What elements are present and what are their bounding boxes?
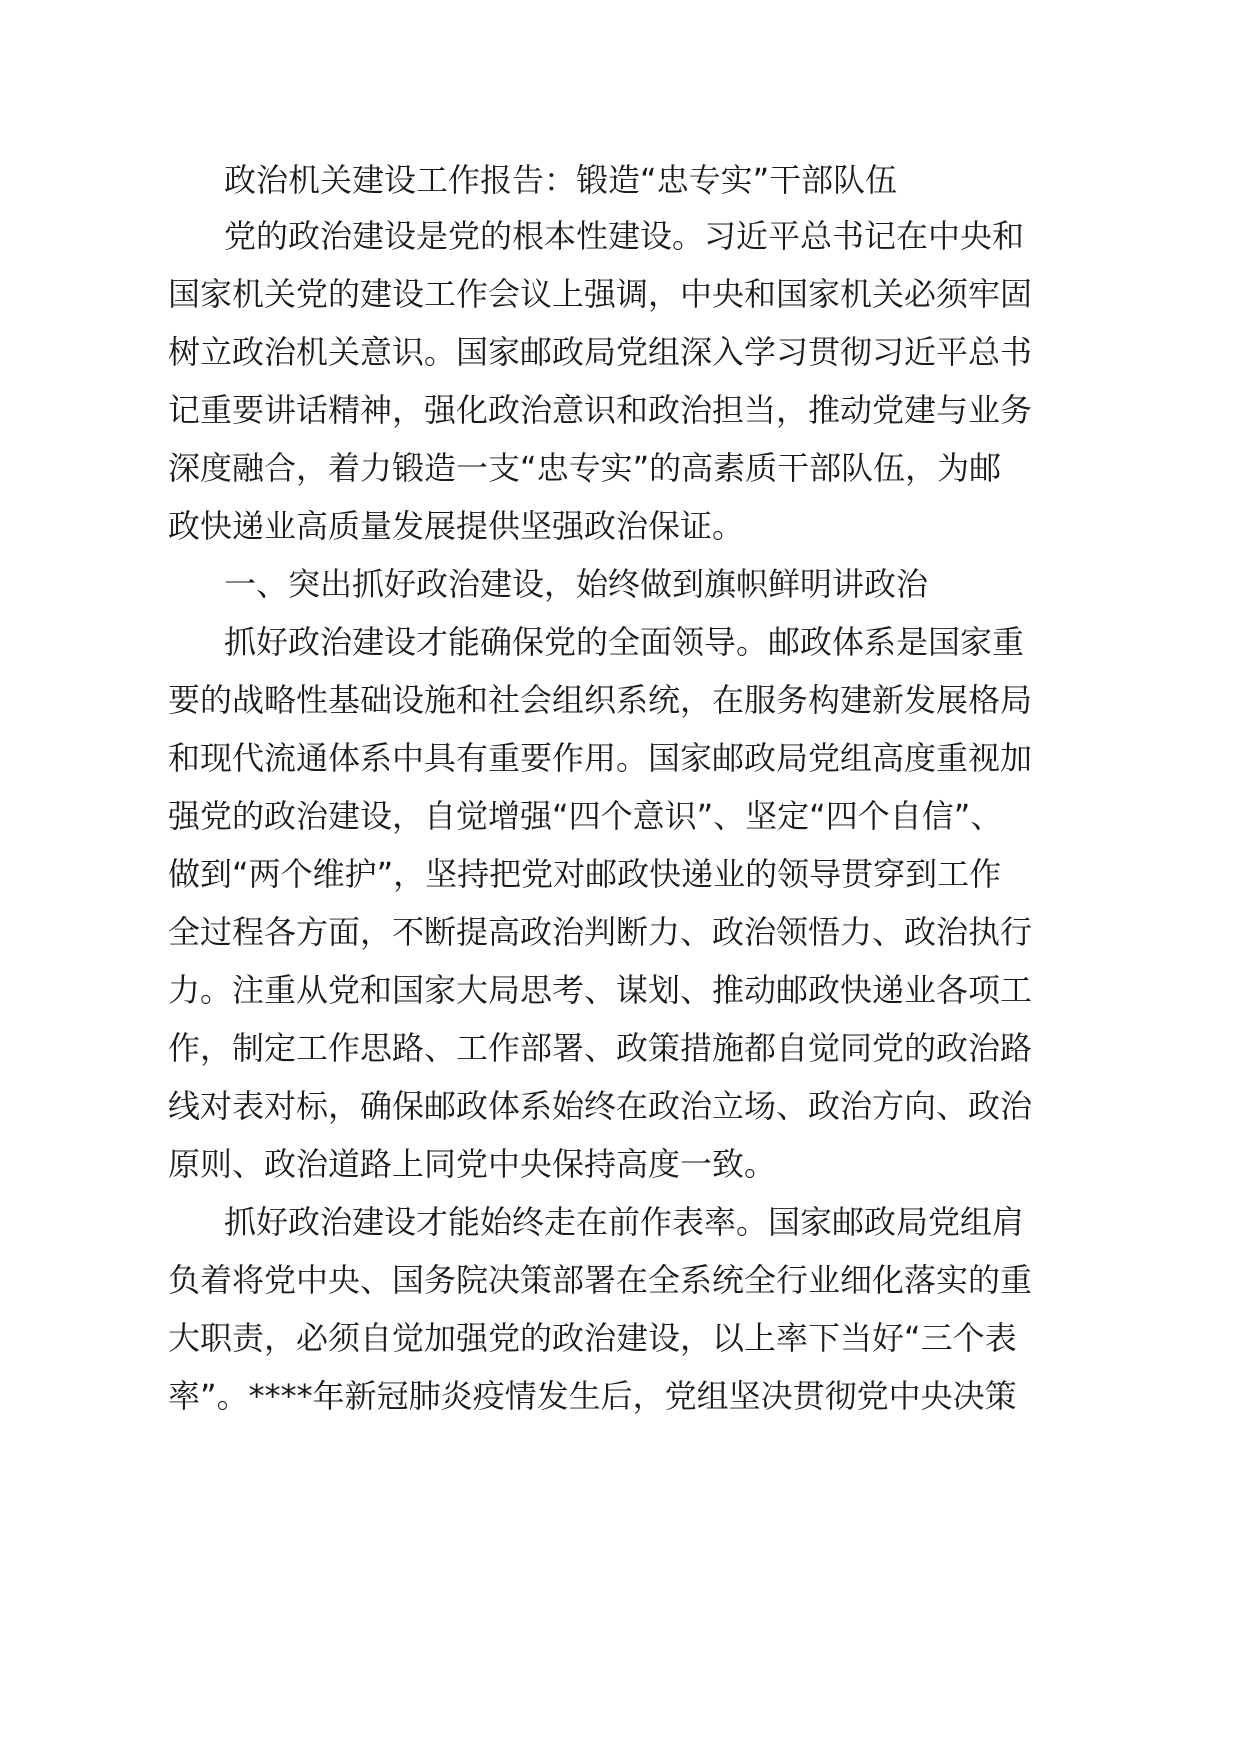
paragraph-line: 深度融合，着力锻造一支“忠专实”的高素质干部队伍，为邮 <box>168 449 1002 487</box>
paragraph-line: 力。注重从党和国家大局思考、谋划、推动邮政快递业各项工 <box>168 971 1033 1009</box>
paragraph-line: 记重要讲话精神，强化政治意识和政治担当，推动党建与业务 <box>168 391 1033 429</box>
paragraph-line: 和现代流通体系中具有重要作用。国家邮政局党组高度重视加 <box>168 739 1033 777</box>
paragraph-line: 全过程各方面，不断提高政治判断力、政治领悟力、政治执行 <box>168 913 1033 951</box>
paragraph-line: 强党的政治建设，自觉增强“四个意识”、坚定“四个自信”、 <box>168 797 1003 835</box>
paragraph-line: 线对表对标，确保邮政体系始终在政治立场、政治方向、政治 <box>168 1087 1033 1125</box>
paragraph-line: 做到“两个维护”，坚持把党对邮政快递业的领导贯穿到工作 <box>168 855 1002 893</box>
paragraph-line: 党的政治建设是党的根本性建设。习近平总书记在中央和 <box>224 217 1025 255</box>
paragraph-line: 抓好政治建设才能始终走在前作表率。国家邮政局党组肩 <box>224 1203 1025 1241</box>
paragraph-line: 大职责，必须自觉加强党的政治建设，以上率下当好“三个表 <box>168 1319 1017 1357</box>
paragraph-line: 抓好政治建设才能确保党的全面领导。邮政体系是国家重 <box>224 623 1025 661</box>
section-heading: 一、突出抓好政治建设，始终做到旗帜鲜明讲政治 <box>224 565 929 603</box>
paragraph-line: 作，制定工作思路、工作部署、政策措施都自觉同党的政治路 <box>168 1029 1033 1067</box>
paragraph-line: 政快递业高质量发展提供坚强政治保证。 <box>168 507 745 545</box>
paragraph-line: 要的战略性基础设施和社会组织系统，在服务构建新发展格局 <box>168 681 1033 719</box>
paragraph-line: 负着将党中央、国务院决策部署在全系统全行业细化落实的重 <box>168 1261 1033 1299</box>
paragraph-line: 国家机关党的建设工作会议上强调，中央和国家机关必须牢固 <box>168 275 1033 313</box>
paragraph-line: 树立政治机关意识。国家邮政局党组深入学习贯彻习近平总书 <box>168 333 1033 371</box>
document-title: 政治机关建设工作报告：锻造“忠专实”干部队伍 <box>224 161 898 199</box>
paragraph-line: 原则、政治道路上同党中央保持高度一致。 <box>168 1145 777 1183</box>
paragraph-line: 率”。****年新冠肺炎疫情发生后，党组坚决贯彻党中央决策 <box>168 1377 1017 1415</box>
